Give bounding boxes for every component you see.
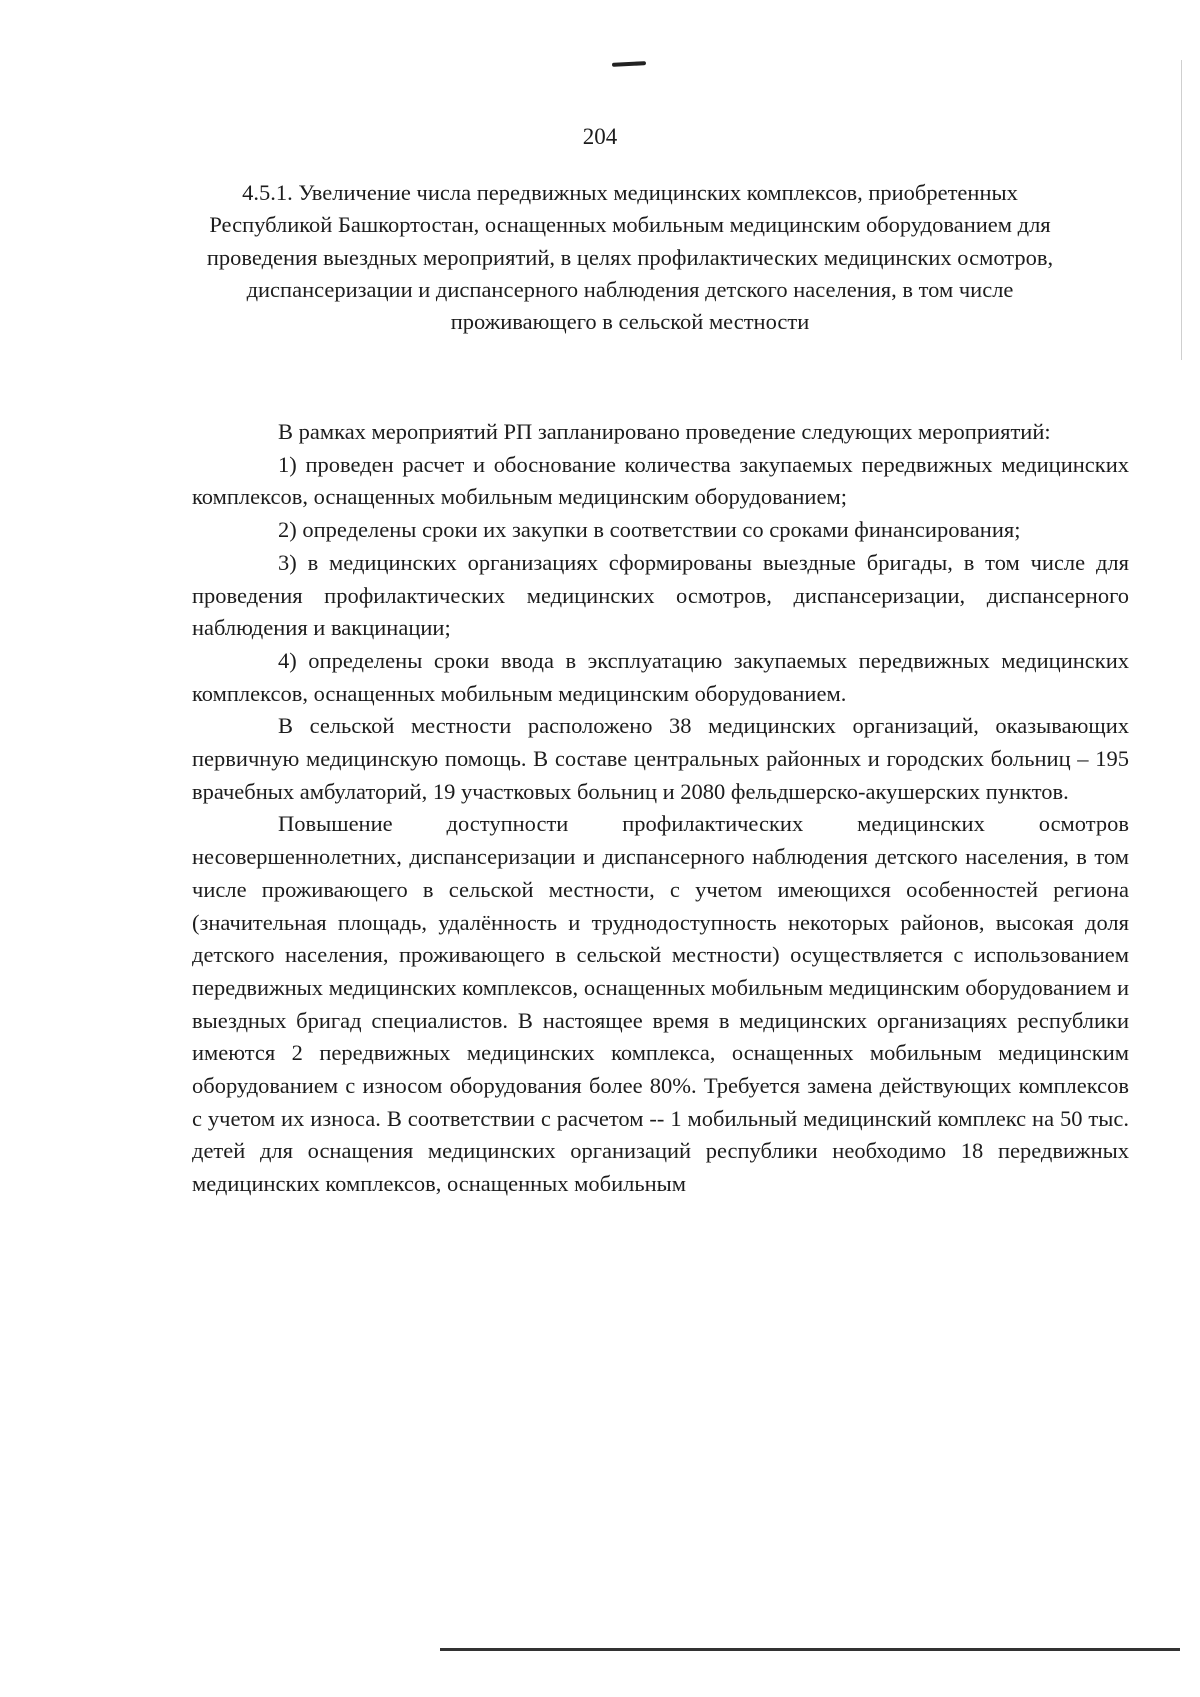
paragraph-accessibility: Повышение доступности профилактических медицинских осмотров несовершеннолетних, диспансеризации и диспансерного наблюдения детского населения, в том числе проживающего в сельской местности, с учетом имеющихся особенностей региона (значительная площадь, удалённость и труднодоступность некоторых районов, высокая доля детского населения, проживающего в сельской местности) осуществляется с использованием передвижных медицинских комплексов, оснащенных мобильным медицинским оборудованием и выездных бригад специалистов. В настоящее время в медицинских организациях республики имеются 2 передвижных медицинских комплекса, оснащенных мобильным медицинским оборудованием с износом оборудования более 80%. Требуется замена действующих комплексов с учетом их износа. В соответствии с расчетом -- 1 мобильный медицинский комплекс на 50 тыс. детей для оснащения медицинских организаций республики необходимо 18 передвижных медицинских комплексов, оснащенных мобильным <box>192 811 1129 1197</box>
list-item-4: 4) определены сроки ввода в эксплуатацию закупаемых передвижных медицинских комплексов, оснащенных мобильным медицинским оборудованием. <box>192 647 1129 706</box>
scan-mark <box>612 61 646 67</box>
bottom-rule <box>440 1648 1180 1651</box>
scan-edge-line <box>1181 60 1182 360</box>
paragraph-intro: В рамках мероприятий РП запланировано проведение следующих мероприятий: <box>278 419 1051 444</box>
body-text <box>192 416 1129 1201</box>
list-item-1: 1) проведен расчет и обоснование количества закупаемых передвижных медицинских комплексов, оснащенных мобильным медицинским оборудованием; <box>192 451 1129 510</box>
page-number: 204 <box>582 124 618 149</box>
list-item-3: 3) в медицинских организациях сформированы выездные бригады, в том числе для проведения профилактических медицинских осмотров, диспансеризации, диспансерного наблюдения и вакцинации; <box>192 549 1129 641</box>
section-heading: 4.5.1. Увеличение числа передвижных медицинских комплексов, приобретенных Республикой Башкортостан, оснащенных мобильным медицинским оборудованием для проведения выездных мероприятий, в целях профилактических медицинских осмотров, диспансеризации и диспансерного наблюдения детского населения, в том числе проживающего в сельской местности <box>206 180 1054 335</box>
paragraph-rural-organizations: В сельской местности расположено 38 медицинских организаций, оказывающих первичную медицинскую помощь. В составе центральных районных и городских больниц – 195 врачебных амбулаторий, 19 участковых больниц и 2080 фельдшерско-акушерских пунктов. <box>192 713 1129 804</box>
list-item-2: 2) определены сроки их закупки в соответствии со сроками финансирования; <box>278 517 1021 543</box>
